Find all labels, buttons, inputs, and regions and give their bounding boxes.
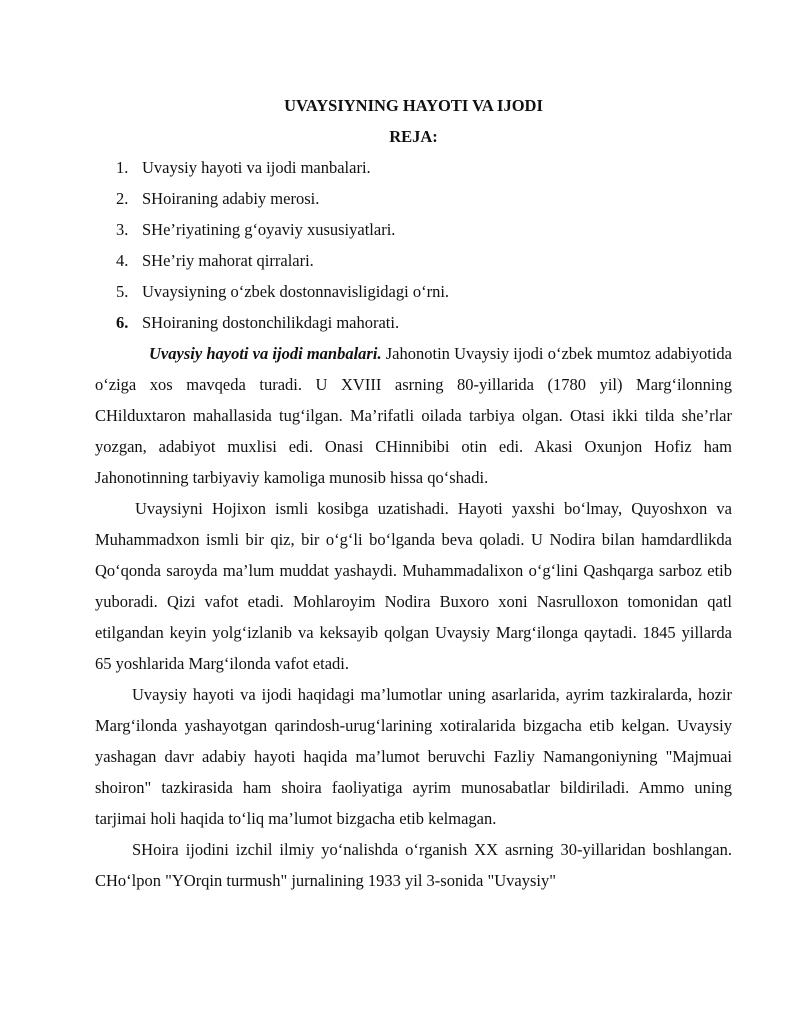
plan-item: [95, 152, 732, 183]
paragraph-text: Jahonotin Uvaysiy ijodi o‘zbek mumtoz adabiyotida o‘ziga xos mavqeda turadi. U XVIII asrning 80-yillarida (1780 yil) Marg‘ilonning CHilduxtaron mahallasida tug‘ilgan. Ma’rifatli oilada tarbiya olgan. Otasi ikki tilda she’rlar yozgan, adabiyot muxlisi edi. Onasi CHinnibibi otin edi. Akasi Oxunjon Hofiz ham Jahonotinning tarbiyaviy kamoliga munosib hissa qo‘shadi.: [95, 344, 732, 487]
plan-item-text: SHoiraning dostonchilikdagi mahorati.: [142, 313, 400, 332]
plan-item-number: 6.: [116, 313, 129, 332]
plan-item: [95, 307, 732, 338]
plan-item-text: Uvaysiyning o‘zbek dostonnavisligidagi o‘rni.: [142, 282, 450, 301]
plan-item-text: SHe’riyatining g‘oyaviy xususiyatlari.: [142, 220, 396, 239]
plan-heading: REJA:: [389, 127, 438, 146]
plan-item-number: 1.: [116, 158, 129, 177]
plan-item-number: 5.: [116, 282, 129, 301]
plan-item: [95, 276, 732, 307]
plan-item-number: 4.: [116, 251, 129, 270]
paragraph-text: Uvaysiyni Hojixon ismli kosibga uzatishadi. Hayoti yaxshi bo‘lmay, Quyoshxon va Muhammadxon ismli bir qiz, bir o‘g‘li bo‘lganda beva qoladi. U Nodira bilan hamdardlikda Qo‘qonda saroyda ma’lum muddat yashaydi. Muhammadalixon o‘g‘lini Qashqarga sarboz etib yuboradi. Qizi vafot etadi. Mohlaroyim Nodira Buxoro xoni Nasrulloxon tomonidan qatl etilgandan keyin yolg‘izlanib va keksayib qolgan Uvaysiy Marg‘ilonga qaytadi. 1845 yillarda 65 yoshlarida Marg‘ilonda vafot etadi.: [95, 499, 732, 673]
body-paragraph: [95, 679, 732, 834]
section-lead-heading: Uvaysiy hayoti va ijodi manbalari.: [149, 344, 382, 363]
plan-list: [95, 152, 732, 338]
body-paragraph: [95, 834, 732, 896]
body-paragraph: [95, 493, 732, 679]
plan-item-text: SHoiraning adabiy merosi.: [142, 189, 320, 208]
plan-item: [95, 214, 732, 245]
plan-item: [95, 183, 732, 214]
plan-item-text: Uvaysiy hayoti va ijodi manbalari.: [142, 158, 371, 177]
document-title: UVAYSIYNING HAYOTI VA IJODI: [284, 96, 543, 115]
document-page: [95, 90, 732, 896]
plan-item: [95, 245, 732, 276]
plan-item-number: 2.: [116, 189, 129, 208]
body-paragraph: [95, 338, 732, 493]
plan-item-text: SHe’riy mahorat qirralari.: [142, 251, 314, 270]
paragraph-text: Uvaysiy hayoti va ijodi haqidagi ma’lumotlar uning asarlarida, ayrim tazkiralarda, hozir Marg‘ilonda yashayotgan qarindosh-urug‘larining xotiralarida bizgacha etib kelgan. Uvaysiy yashagan davr adabiy hayoti haqida ma’lumot beruvchi Fazliy Namangoniyning "Majmuai shoiron" tazkirasida ham shoira faoliyatiga ayrim munosabatlar bildiriladi. Ammo uning tarjimai holi haqida to‘liq ma’lumot bizgacha etib kelmagan.: [95, 685, 732, 828]
paragraph-text: SHoira ijodini izchil ilmiy yo‘nalishda o‘rganish XX asrning 30-yillaridan boshlangan. CHo‘lpon "YOrqin turmush" jurnalining 1933 yil 3-sonida "Uvaysiy": [95, 840, 732, 890]
plan-item-number: 3.: [116, 220, 129, 239]
